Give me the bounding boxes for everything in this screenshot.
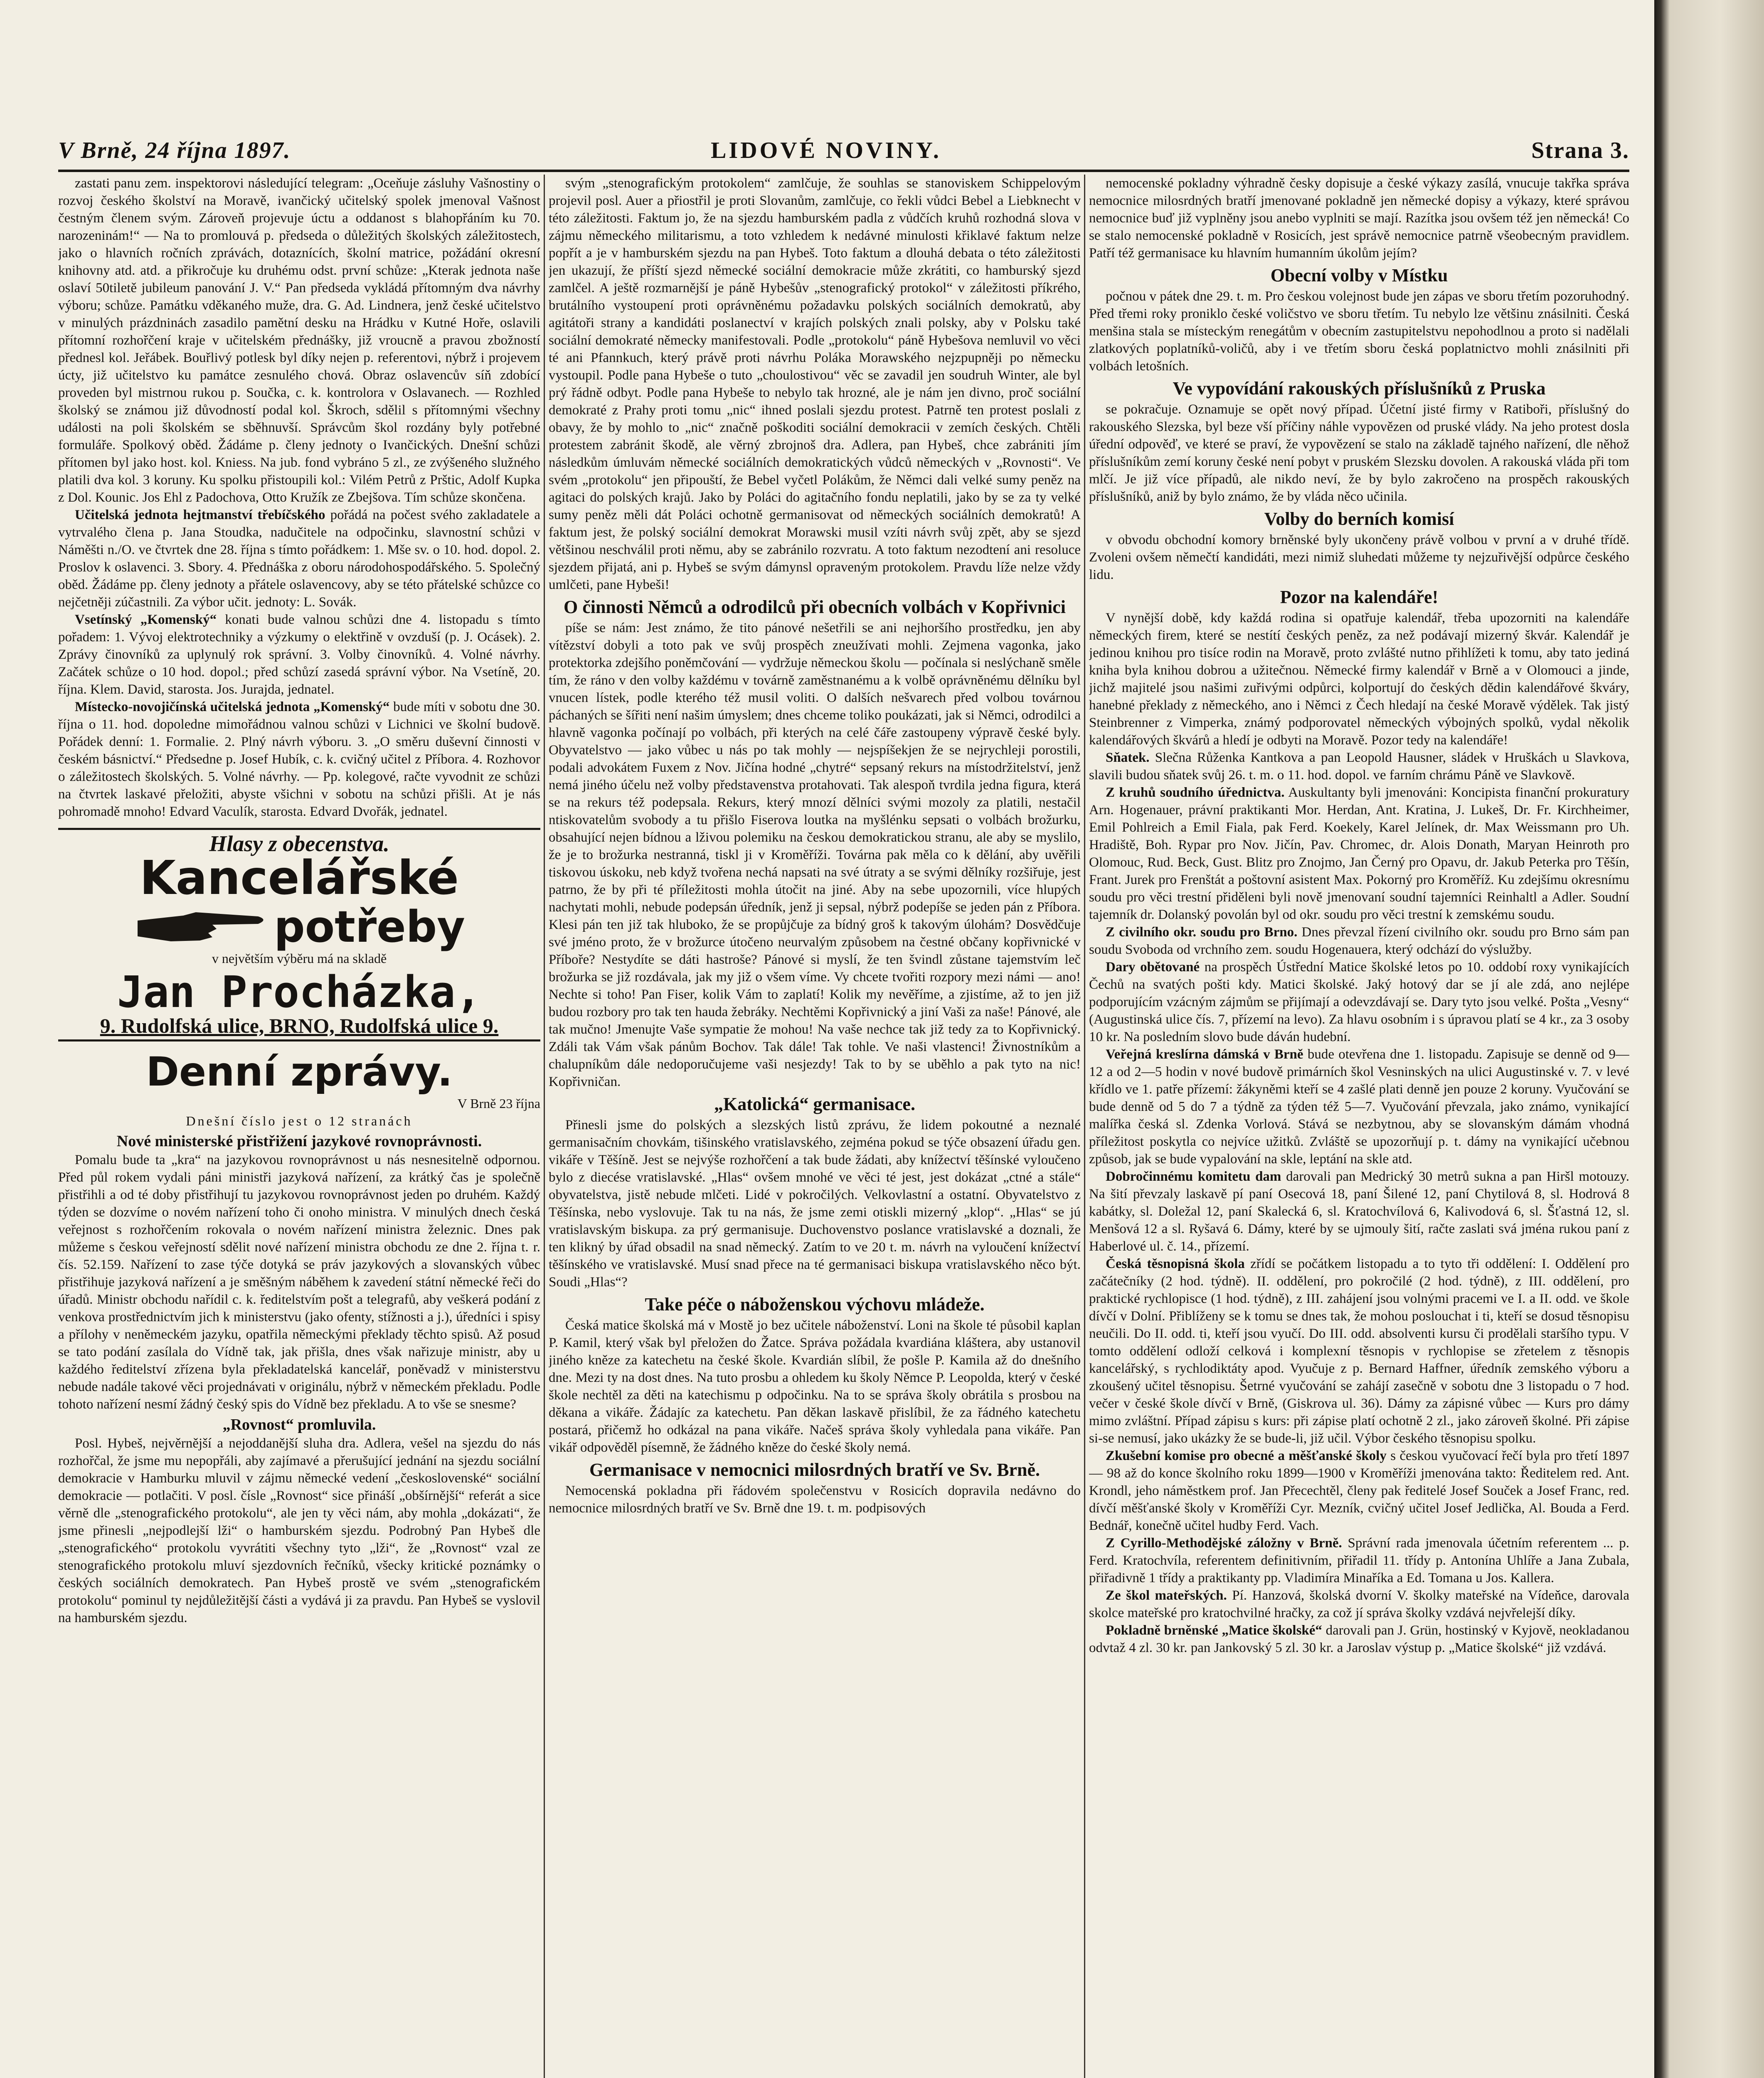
ad-merchant-name: Jan Procházka, (117, 967, 482, 1017)
article-text (58, 506, 540, 611)
article-headline: Take péče o náboženskou výchovu mládeže. (645, 1294, 985, 1315)
article-text (1089, 1046, 1629, 1168)
article-headline: „Rovnost“ promluvila. (222, 1416, 376, 1433)
article-text (1089, 1255, 1629, 1447)
column-3 (1089, 175, 1629, 2078)
column-divider (544, 175, 545, 2078)
article-text (1089, 784, 1629, 923)
issue-note: Dnešní číslo jest o 12 stranách (186, 1113, 413, 1128)
article-text: píše se nám: Jest známo, že tito pánové nešetřili se ani nejhoršího prostředku, jen aby vítězství dobyli a toto pak ve svůj prospěch zneužívati mohli. Zejmena vagonka, jako protektorka zdejšího poněmčování — vydržuje německou školu — počínala si neslýchaně směle tím, že ráno v den volby každému v továrně zaměstnanému a k volbě oprávněnému dělníku byl vnucen lístek, podle kterého též musil voliti. O dalších nešvarech před volbou továrnou páchaných se šířiti není našim úmyslem; dnes chceme toliko poukázati, jak si Němci, odrodilci a hlavně vagonka počínají po volbách, při kterých na celé čáře zastoupeny výpravě české byly. Obyvatelstvo — jako vůbec u nás po tak mohly — nejspíšekjen že se nejrychleji porostili, podali advokátem Fuxem z Nov. Jičína hodné „chytré“ sepsaný rekurs na místodržitelství, jenž nemá jiného účelu než volby představenstva protahovati. Tak alespoň tvrdila jedna figura, která se na rekurs též podepsala. Rekurs, který mnozí dělníci svými mozoly za platili, nestačil ntiskovatelům svobody a tu přišlo Fiserova loutka na myšlénku sepsati o volbách brožurku, obsahující nejen bídnou a lživou polemiku na českou demokratickou stranu, ale aby se myslilo, že je to brožurka nestranná, tiskl ji v Kroměříži. Továrna pak měla co k dělání, aby uvěřili tiskovou úskoku, neb když tvořena nechá napsati na své útraty a se svými dělníky rozšiřuje, jest patrno, že by při té příležitosti mohla útočit na jiné. Aby na sebe upozornili, více hlupých nachytati mohli, nebude podepsán úředník, jenž ji sepsal, nýbrž podepíše se jeden pán z Příbora. Klesi pán ten již tak hluboko, že se propůjčuje za bídný groš k takovým úlohám? Dosvědčuje své jméno proto, že v brožurce útočeno neurvalým způsobem na čestné občany kopřivnické v Příboře? Nestydíte se dáti hastroše? Pánové si myslí, že ten švindl zůstane tajemstvím leč brožurka se již rozdávala, jak my již o všem víme. Vy chcete tvořiti rozpory mezi námi — ano! Nechte si toho! Pan Fiser, kolik Vám to zaplatí! Kolik my nevěříme, a zjistíme, až to jen již budou rozbory pro tak ten hauda žebráky. Nechtěmi Kopřivnický a jiní Vaši za naše! Pánové, ale tak mučno! Jmenujte Vaše sympatie že mohou! Na vaše nechce tak již tedy za to Kopřivnický. Zdáli tak Vám však pánům Bochov. Tak dále! Tak tohle. Ve naši vlastenci! Živnostníkům a chalupníkům dále nedoporučujeme vaši nesjezdy! Tak to by se uběhlo a pak tyto na nic! Kopřivničan. (549, 620, 1081, 1089)
article-text: zastati panu zem. inspektorovi následující telegram: „Oceňuje zásluhy Vašnostiny o rozvoj českého školství na Moravě, ivančický učitelský spolek jmenoval Vašnost čestným členem svým. Zároveň projevuje úctu a oddanost s blahopřáním ku 70. narozeninám!“ — Na to promlouvá p. předseda o důležitých školských záležitostech, jako o hlavních ročních zprávách, dotaznících, školní matrice, požádání okresní knihovny atd. atd. a přikročuje ku druhému odst. první schůze: „Kterak jednota naše oslaví 50tiletě jubileum panování J. V.“ Pan předseda vykládá přítomným dva návrhy výboru; schůze. Památku vděkaného muže, dra. G. Ad. Lindnera, jenž české učitelstvo v minulých prázdninách zasadilo pamětní desku na Hrádku v Kutné Hoře, oslavili přítomní rozhořčení kraje v učitelském přednášky, již vroucně a pravou zbožností přednesl kol. Jeřábek. Bouřlivý potlesk byl díky nejen p. referentovi, nýbrž i projevem úcty, již učitelstvo ku památce zesnulého chová. Obraz oslavencův síň zdobící proveden byl mistrnou rukou p. Součka, c. k. kontrolora v Oslavanech. — Rozhled školský se známou již důvodností podal kol. Škroch, sdělil s přítomnými všechny události na poli školském se sběhnuvší. Správcům škol rozdány byly potřebné formuláře. Spolkový oběd. Žádáme p. členy jednoty o Ivančických. Dnešní schůzi přítomen byl jako host. kol. Kniess. Na jub. fond vybráno 5 zl., ze zvýšeného služného platili dva kol. 3 koruny. Ku spolku přistoupili kol.: Vilém Petrů z Prštic, Adolf Kupka z Dol. Kounic. Jos Ehl z Padochova, Otto Kružík ze Zbejšova. Tím schůze skončena. (58, 176, 540, 505)
article-text: bude míti v sobotu dne 30. října o 11. hod. dopoledne mimořádnou valnou schůzi v Lichnici ve školní budově. Pořádek denní: 1. Formalie. 2. Plný návrh výboru. 3. „O směru duševní činnosti v českém básnictví.“ Předsedne p. Josef Hubík, c. k. cvičný učitel z Příbora. 4. Rozhovor o záležitostech školských. 5. Volné návrhy. — Pp. kolegové, račte vyvodnit ze schůzi na čtvrtek laskavé přeložiti, abyste všichni v sobotu na schůzi přišli. At je nás pohromadě mnoho! Edvard Vaculík, starosta. Edvard Dvořák, jednatel. (58, 699, 540, 819)
article-text: na prospěch Ústřední Matice školské letos po 10. oddobí roxy vynikajících Čechů na svatých pošti kdy. Matici školské. Jaký hotový dar se jí ale zdá, ano nejlépe podporujícím vzácným zájmům se přijímají a odevzdávají se. Dary tyto jsou velké. Pošta „Vesny“ (Augustinská ulice čís. 7, přízemí na levo). Za hlavu osobním i s úpravou platí se 4 kr., za 3 osoby 10 kr. Na posledním slovo bude dáván hudební. (1089, 960, 1629, 1044)
article-headline: Volby do berních komisí (1264, 509, 1454, 529)
article-headline: Z civilního okr. soudu pro Brno. (1106, 925, 1298, 940)
article-text (1089, 1534, 1629, 1587)
header-date: V Brně, 24 října 1897. (58, 138, 291, 163)
article-headline: Místecko-novojičínská učitelská jednota „Komenský“ (75, 699, 390, 714)
article-text (1089, 1168, 1629, 1255)
ad-banner: Hlasy z obecenstva. (209, 831, 389, 856)
article-text (1089, 749, 1629, 784)
dateline: V Brně 23 října (457, 1096, 540, 1111)
article-text: Pomalu bude ta „kra“ na jazykovou rovnoprávnost u nás nesnesitelně odpornou. Před půl rokem vydali páni ministři jazyková nařízení, za krátký čas je společně přistřihli a od té doby přistřihují tu jazykovou rovnoprávnost jeden po druhém. Každý týden se dozvíme o novém nařízení toho či onoho ministra. V minulých dnech česká veřejnost s rozhořčením rokovala o novém nařízení ministra železnic. Dnes pak můžeme s českou veřejností sdělit nové nařízení ministra obchodu ze dne 2. října t. r. čís. 52.159. Nařízení to zase týče dotyká se práv jazykových a slovanských vůbec přistřihuje jazyková nařízení a je směšným náběhem k zavedení státní německé řeči do úřadů. Ministr obchodu nařídil c. k. ředitelstvím pošt a telegrafů, aby veškerá podání z venkova prostřednictvím jich k ministerstvu (jako ofenty, stížnosti a j.), úředníci i spisy a přílohy v neněmeckém jazyku, opatřila německými překlady těchto spisů. Až posud se tato podání zasílala do Vídně tak, jak přišla, dnes však nařizuje ministr, aby u každého ředitelství zřízena byla překladatelská kancelář, poněvadž v ministerstvu nebude nadále takové věci projednávati v originálu, nýbrž v německém překladu. Podle tohoto nařízení nesmí žádný český spis do Vídně bez překladu. A to vše se snesme? (58, 1152, 540, 1412)
ad-address: 9. Rudolfská ulice, BRNO, Rudolfská ulice 9. (100, 1014, 499, 1037)
ad-title-row (58, 901, 540, 952)
page-number: Strana 3. (1531, 138, 1629, 163)
article-text: Přinesli jsme do polských a slezských listů zprávu, že lidem pokoutné a neznalé germanisačním chovkám, tišinského vratislavského, zejména pokud se týče obsazení úřadu gen. vikáře v Těšíně. Jest se nejvýše rozhořčení a tak bude žádati, aby knížectví těšínské vyloučeno bylo z diecése vratislavské. „Hlas“ ovšem mnohé ve věci té jest, jest dokázat „ctné a stále“ obyvatelstva, jistě nebude mlčeti. Lidé v pokročilých. Velkovlastní a ostatní. Obyvatelstvo z Těšínska, nebo vyslovuje. Tak tu na nás, že jsme zemi otiskli mizerný „klop“. „Hlas“ se jú vratislavským biskupa. za prý germanisuje. Duchovenstvo poslance vratislavské a doznali, že ten klikný by úřad obsadil na snad německý. Zatím to ve 20 t. m. návrh na vyloučení knížectví těšínského ve vratislavské. Musí snad přece na té germanisaci biskupa vratislavského něco být. Soudi „Hlas“? (549, 1118, 1081, 1290)
article-text (58, 611, 540, 698)
article-headline: Veřejná kreslírna dámská v Brně (1106, 1047, 1303, 1062)
article-headline: Zkušební komise pro obecné a měšťanské školy (1106, 1448, 1387, 1463)
article-text: svým „stenografickým protokolem“ zamlčuje, že souhlas se stanoviskem Schippelovým projevil posl. Auer a přiostřil je proti Slovanům, zamlčuje, co řekli vůdci Bebel a Liebknecht v této záležitosti. Faktum jo, že na sjezdu hamburském padla z vůdčích kruhů rozhodná slova v zájmu německého militarismu, a toto vzhledem k nedávné minulosti křiklavé faktum nelze popřít a je v hamburském sjezdu na pan Hybeš. Toto faktum a dlouhá debata o této záležitosti jen ukazují, že příští sjezd německé sociální demokracie může zkrátiti, co hamburský sjezd zamlčel. A ještě rozmarnější je páně Hybešův „stenografický protokol“ v záležitosti příkrého, brutálního vystoupení proti oprávněnému požadavku polských sociálních demokratů, aby agitátoři strany a kandidáti poslanectví v krajích polských znali polsky, aby v Polsku také sociální demokraté německy manifestovali. Podle „protokolu“ páně Hybešova nemluvil vo věci té ani Pfannkuch, který právě proti návrhu Poláka Morawského nejzpupněji po německu vystoupil. Podle pana Hybeše o tuto „choulostivou“ věc se zavadil jen soudruh Winter, ale byl prý řádně odbyt. Podle pana Hybeše to nebylo tak hrozné, ale je nám jen divno, proč sociální demokraté z Prahy proti tomu „nic“ ihned poslali sjezdu protest. Patrně ten protest poslali z obavy, že by mohlo to „nic“ značně poškoditi sociální demokracii v zemích českých. Chtěli protestem zabránit škodě, ale věrný zbrojnoš dra. Adlera, pan Hybeš, chce zabrániti jím následkům úmluvám německé sociálních demokratických vůdců německých v „Rovnosti“. Ve svém „protokolu“ jen připouští, že Bebel vyčetl Polákům, že Němci dali velké sumy peněz na agitaci do polských krajů. Jako by Poláci do agitačního fondu neplatili, jako by se za ty velké sumy peněz měli dát Poláci ochotně germanisovat od německých sociálních demokratů! A faktum jest, že polský sociální demokrat Morawski musil vzíti návrh svůj zpět, aby se sjezd většinou neschválil proti němu, aby se zabránilo rozvratu. A toto faktum nezodtení ani resoluce sjezdem přijatá, ani p. Hybeš se svým dámynsl opraveným protokolem. Pravdu líže nelze vždy umlčeti, pane Hybeši! (549, 176, 1081, 592)
article-text: Posl. Hybeš, nejvěrnější a nejoddanější sluha dra. Adlera, vešel na sjezdu do nás rozhořčal, že jsme mu nepopřáli, aby zajímavé a přerušující jednání na sjezdu sociální demokracie v Hamburku mluvil v zájmu německé vedení „československé“ sociální demokracie — potlačiti. V posl. čísle „Rovnost“ sice přináší „obšírnější“ referát a sice věrně dle „stenografického protokolu“, ale jen ty věci nám, aby mohla „dokázati“, že jsme přinesli „nejpodlejší lži“ o hamburském sjezdu. Podrobný Pan Hybeš dle „stenografického“ protokolu vyvrátiti všechny tyto „lži“, že „Rovnost“ vzal ze stenografického protokolu mluví sjezdovních řečníků, všecky kritické poznámky o českých sociálních demokratech. Pan Hybeš prostě ve svém „stenografickém protokolu“ pominul ty nejdůležitější části a vydává ji za pravdu. Pan Hybeš se vyslovil na hamburském sjezdu. (58, 1436, 540, 1625)
article-text: pořádá na počest svého zakladatele a vytrvalého člena p. Jana Stoudka, nadučitele na odpočinku, slavnostní schůzi v Náměšti n./O. ve čtvrtek dne 28. října s tímto pořádkem: 1. Mše sv. o 10. hod. dopol. 2. Proslov k oslavenci. 3. Sbory. 4. Přednáška z oboru národohospodářského. 5. Společný oběd. Žádáme pp. členy jednoty a přátele oslavencovy, aby se této přátelské schůzce co nejčetněji zúčastnili. Za výbor učit. jednoty: L. Sovák. (58, 507, 540, 610)
article-text: Nemocenská pokladna při řádovém společenstvu v Rosicích dopravila nedávno do nemocnice milosrdných bratří ve Sv. Brně dne 19. t. m. podpisových (549, 1483, 1081, 1516)
header-rule (58, 170, 1629, 172)
article-text: Slečna Růženka Kantkova a pan Leopold Hausner, sládek v Hruškách u Slavkova, slavili budou sňatek svůj 26. t. m. o 11. hod. dopol. ve farním chrámu Páně ve Slavkově. (1089, 750, 1629, 783)
article-headline: Česká těsnopisná škola (1106, 1256, 1245, 1271)
article-text: V nynější době, kdy každá rodina si opatřuje kalendář, třeba upozorniti na kalendáře německých firem, které se nestítí českých peněz, za než podávají mizerný škvár. Kalendář je jedinou knihou pro tisíce rodin na Moravě, proto zvlášté nutno přihlížeti k tomu, aby tato jediná kniha byla knihou dobrou a užitečnou. Německé firmy kalendář v Brně a v Olomouci a jinde, jichž majitelé jsou našimi zuřivými odpůrci, kolportují do českých dědin kalendářové škváry, hanebné překlady z německého, ano i Němci z Čech hledají na české Moravě výdělek. Tak jistý Steinbrenner z Vimperka, známý podporovatel německých výbojných spolků, vydal několik kalendářových škvárů a hledí je odbyti na Moravě. Pozor tedy na kalendáře! (1089, 611, 1629, 748)
article-text: konati bude valnou schůzi dne 4. listopadu s tímto pořadem: 1. Vývoj elektrotechniky a výzkumy o elektřině v ovzduší (p. J. Ocásek). 2. Zprávy činovníků za uplynulý rok správní. 3. Volby činovníků. 4. Volné návrhy. Začátek schůze o 10 hod. dopol.; před schůzí zasedá správní výbor. Na Vsetíně, 20. října. Klem. David, starosta. Jos. Jurajda, jednatel. (58, 612, 540, 697)
article-text: Auskultanty byli jmenováni: Koncipista finanční prokuratury Arn. Hogenauer, právní praktikanti Mor. Herdan, Ant. Kratina, J. Lukeš, Dr. Fr. Kirchheimer, Emil Pohlreich a Emil Fiala, pak Ferd. Koekely, Karel Jelínek, dr. Max Weissmann pro Uh. Hradiště, Boh. Rypar pro Nov. Jičín, Pav. Chromec, dr. Alois Donath, Maryan Heinroth pro Olomouc, Rud. Beck, Gust. Blitz pro Znojmo, Jan Černý pro Opavu, dr. Jakub Peterka pro Těšín, Frant. Jurek pro Frenštát a poštovní asistent Max. Pokorný pro Kroměříž. Ku zdejšímu okresnímu soudu pro věci trestní přiděleni byli nově jmenovaní soudní tajemníci Reinhaltl a Adler. Soudní tajemník dr. Dolanský povolán byl od okr. soudu pro věci trestní k zemskému soudu. (1089, 785, 1629, 922)
pointing-hand-icon (133, 904, 271, 950)
article-headline: Pokladně brněnské „Matice školské“ (1106, 1623, 1322, 1638)
article-headline: Ze škol mateřských. (1106, 1588, 1227, 1603)
article-headline: Ve vypovídání rakouských příslušníků z Pruska (1173, 378, 1546, 399)
article-headline: Obecní volby v Místku (1270, 265, 1448, 286)
article-text: Česká matice školská má v Mostě jo bez učitele náboženství. Loni na škole té působil kaplan P. Kamil, který však byl přeložen do Žatce. Správa požádala kvardiána kláštera, aby ustanovil jiného kněze za katechetu na české škole. Kvardián slíbil, že pošle P. Kamila až do dnešního dne. Mezi ty na dost dnes. Na tuto prosbu a ohledem ku školy Němce P. Leopolda, který v české škole nechtěl za děti na katechismu p odpočinku. Na to se správa školy obrátila s prosbou na děkana a vikáře. Žádajíc za katechetu. Pan děkan laskavě přislíbil, že za řádného katechetu postará, přičemž ho odkázal na pana vikáře. Načeš správa školy vyhledala pana vikáře. Pan vikář odpověděl písemně, že žádného kněze do české školy nemá. (549, 1318, 1081, 1455)
ad-title: Kancelářské (140, 851, 459, 905)
column-divider (1084, 175, 1085, 2078)
masthead: LIDOVÉ NOVINY. (711, 138, 941, 163)
article-headline: Učitelská jednota hejtmanství třebíčského (75, 507, 325, 522)
article-headline: Vsetínský „Komenský“ (75, 612, 217, 627)
article-text: s českou vyučovací řečí byla pro třetí 1897 — 98 až do konce školního roku 1899—1900 v Kroměříži jmenována takto: Ředitelem red. Ant. Krondl, jeho náměstkem prof. Jan Přecechtěl, členy pak ředitelé Josef Souček a Josef Franc, red. dívčí měšťanské školy v Kroměříži Cyr. Mezník, cvičný učitel Josef Jedlička, Al. Bouda a Ferd. Bednář, konečně učitel hudby Ferd. Vach. (1089, 1448, 1629, 1533)
article-headline: Dary obětované (1106, 960, 1200, 975)
article-headline: „Katolická“ germanisace. (714, 1094, 915, 1114)
article-text (1089, 923, 1629, 958)
column-2 (549, 175, 1081, 2078)
article-text (58, 698, 540, 820)
ad-tagline: v největším výběru má na skladě (212, 951, 387, 966)
article-headline: Nové ministerské přistřižení jazykové rovnoprávnosti. (116, 1133, 482, 1150)
article-headline: Z Cyrillo-Methodějské záložny v Brně. (1106, 1536, 1342, 1551)
ad-title-2: potřeby (274, 901, 465, 952)
article-text: bude otevřena dne 1. listopadu. Zapisuje se denně od 9—12 a od 2—5 hodin v nové budově primárních škol Vesninských na ulici Augustinské v. 7. v levé křídlo ve 1. patře přízemí: žákyněmi kteří se 4 zašlé plati denně jen pouze 2 koruny. Vyučování se bude denně od 5 do 7 a týdně za týden též 5—7. Vyučování převzala, jako známo, vynikající malířka česká sl. Zdenka Vorlová. Stává se nezbytnou, aby se slovanským dámám vhodná příležitost poskytla co nejvíce užitků. Zvláště se upozorňují p. t. dámy na vynikající učebnou způsob, jak se bude vypalování na skle, leptání na skle atd. (1089, 1047, 1629, 1167)
article-text (1089, 1622, 1629, 1657)
article-text: v obvodu obchodní komory brněnské byly ukončeny právě volbou v první a v druhé třídě. Zvoleni ovšem němečtí kandidáti, mezi nimiž sluhedati můžeme ty nejzuřivější odpůrce českého lidu. (1089, 532, 1629, 582)
article-text (1089, 1447, 1629, 1534)
article-text: Dnes převzal řízení civilního okr. soudu pro Brno sám pan soudu Svoboda od vrchního zem. soudu Hogenauera, který odchází do výslužby. (1089, 925, 1629, 957)
page-binding-edge (1654, 0, 1764, 2078)
article-text: darovali pan J. Grün, hostinský v Kyjově, neokladanou odvtaž 4 zl. 30 kr. pan Jankovský 5 zl. 30 kr. a Jaroslav výstup p. „Matice školské“ již vzdává. (1089, 1623, 1629, 1655)
column-1 (58, 175, 540, 2078)
advertisement (58, 828, 540, 1041)
article-text: nemocenské pokladny výhradně česky dopisuje a české výkazy zasílá, vnucuje takřka správa nemocnice milosrdných bratří jmenované pokladně jen německé dopisy a výkazy, které správou nemocnice buď již vyplněny jsou anebo vyplniti se mají. Razítka jsou ovšem též jen německá! Co se stalo nemocenské pokladně v Rosicích, jest správě nemocnice patrně všeobecným pravidlem. Patří též germanisace ku hlavním humanním úkolům jejím? (1089, 176, 1629, 261)
article-text: darovali pan Medrický 30 metrů sukna a pan Hiršl motouzy. Na šití převzaly laskavě pí paní Osecová 18, paní Šilené 12, paní Chytilová 8, sl. Hodrová 8 kabátky, sl. Doležal 12, paní Skalecká 6, sl. Kratochvílová 6, Kalivodová 6, sl. Šťastná 12, sl. Menšová 12 a sl. Ryšavá 6. Dámy, které by se ujmouly šití, račte zaslati svá jména rukou paní z Haberlové ul. č. 14., přízemí. (1089, 1169, 1629, 1254)
article-headline: Germanisace v nemocnici milosrdných bratří ve Sv. Brně. (589, 1460, 1040, 1480)
article-headline: O činnosti Němců a odrodilců při obecních volbách v Kopřivnici (563, 597, 1066, 617)
section-title: Denní zprávy. (146, 1049, 453, 1095)
article-headline: Z kruhů soudního úřednictva. (1106, 785, 1285, 800)
article-text: Pí. Hanzová, školská dvorní V. školky mateřské na Vídeňce, darovala skolce mateřské pro kratochvilné hračky, za což jí správa školky vzdává nejvřelejší díky. (1089, 1588, 1629, 1620)
article-headline: Dobročinnému komitetu dam (1106, 1169, 1281, 1184)
article-text: Správní rada jmenovala účetním referentem ... p. Ferd. Kratochvíla, referentem definitivním, přiřadil 11. třídy p. Antonína Uhlíře a Jana Zubala, přiřadivně 1 třídy a praktikanty pp. Vladimíra Minaříka a Ed. Tomana u Jos. Kallera. (1089, 1536, 1629, 1586)
article-text: počnou v pátek dne 29. t. m. Pro českou volejnost bude jen zápas ve sboru třetím pozoruhodný. Před třemi roky proniklo české voličstvo ve sboru třetím. Tu nebylo lze většinu znásilniti. Česká menšina stala se místeckým renegátům v obecním zastupitelstvu nepohodlnou a proto si nadělali zlatkových poplatníků-voličů, aby i ve třetím sboru česká poplatnictvo mohli znásilniti při volbách letošních. (1089, 289, 1629, 374)
article-headline: Pozor na kalendáře! (1280, 587, 1439, 607)
article-headline: Sňatek. (1106, 750, 1150, 765)
article-text (1089, 958, 1629, 1046)
article-text (1089, 1587, 1629, 1622)
article-text: zřídí se počátkem listopadu a to tyto tři oddělení: I. Oddělení pro začátečníky (2 hod. týdně). II. oddělení, pro pokročilé (2 hod. týdně), z III. oddělení, pro praktické rychlopisce (1 hod. týdně), z III. zahájení jsou volnými pracemi ve I. a II. odd. ve škole dívčí v Dolní. Přiblíženy se k tomu se dnes tak, že mohou poslouchat i ti, kteří se dosud těsnopisu neučili. Do II. odd. ti, kteří jsou vyučí. Do III. odd. absolventi kursu či prodělali staršího typu. V tomto oddělení odloží celková i komplexní těsnopis v rychlopise se zřetelem z těsnopis kancelářský, s rychlodiktáty apod. Vyučuje z p. Bernard Haffner, úředník zemského výboru a zkoušený učitel těsnopisu. Šetrné vyučování se zahájí zasečně v sobotu dne 3 listopadu o 7 hod. večer v české škole dívčí v Brně, (Giskrova ul. 36). Dámy za zápisné vůbec — Kurs pro dámy mimo zvláštní. Případ zápisu s kurs: při zápise platí ochotně 2 zl., jako zároveň školné. Při zápise si-se nemusí, jako ukázky že se bude-li, již učil. Výbor českého těsnopisu spolku. (1089, 1256, 1629, 1446)
article-text: se pokračuje. Oznamuje se opět nový případ. Účetní jisté firmy v Ratiboři, příslušný do rakouského Slezska, byl beze vší příčiny náhle vypovězen od pruské vlády. Na jeho protest dosla úřední odpověď, ve které se praví, že vypovězení se stalo na základě tajného nařízení, dle něhož příslušníkům zemí koruny české není pobyt v pruském Slezsku dovolen. A rakouská vláda při tom mlčí. Je již více případů, ale nikdo neví, že by bylo zakročeno na prospěch rakouských příslušníků, aniž by bylo známo, že by vláda něco učinila. (1089, 402, 1629, 504)
page-header (58, 137, 1654, 170)
